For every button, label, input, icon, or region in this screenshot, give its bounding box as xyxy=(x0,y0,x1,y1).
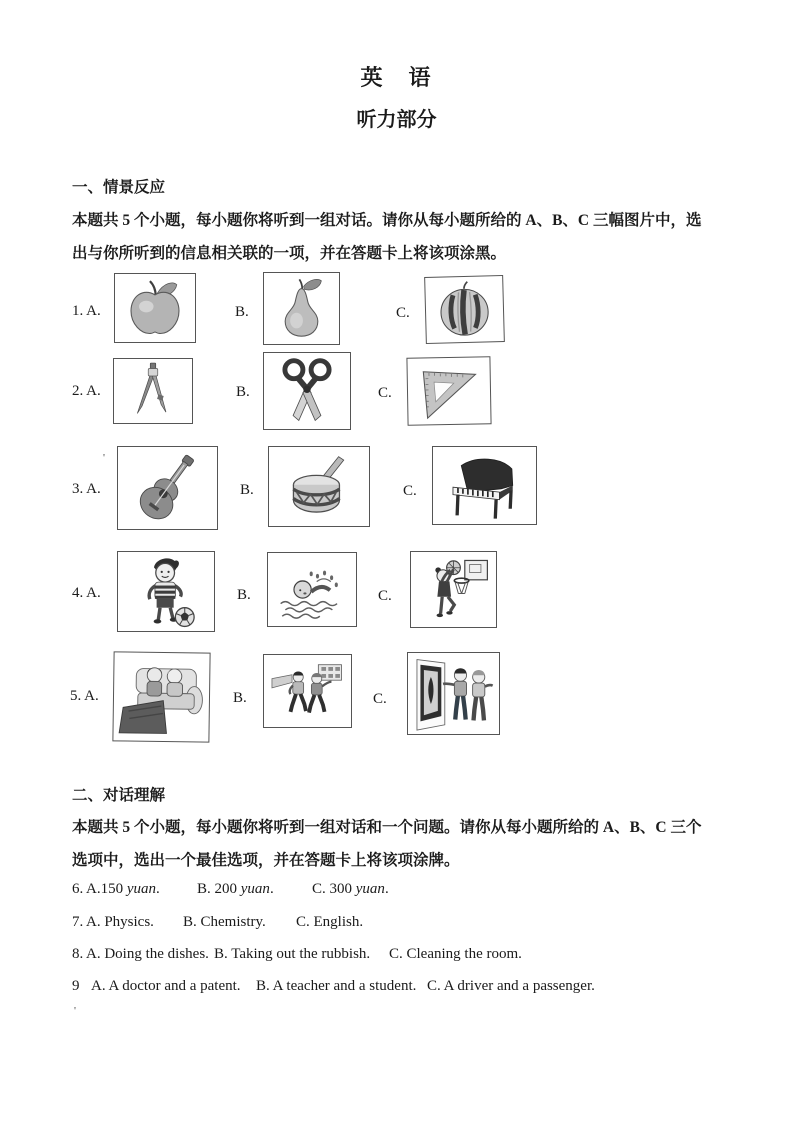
question-8-option-b: B. Taking out the rubbish. xyxy=(214,946,371,962)
section1-instructions-line1: 本题共 5 个小题，每小题你将听到一组对话。请你从每小题所给的 A、B、C 三幅图片中，选 xyxy=(72,212,702,229)
question-5-option-c-image xyxy=(407,652,500,735)
question-4-option-a-image xyxy=(117,551,215,632)
people-watching-tv-icon xyxy=(115,654,207,739)
person-swimming-icon xyxy=(270,555,354,624)
people-viewing-picture-icon xyxy=(410,655,497,732)
question-5-label-a: 5. A. xyxy=(70,688,99,704)
section2-heading: 二、对话理解 xyxy=(72,787,166,804)
question-8-number: 8. xyxy=(72,946,84,962)
page-title: 英 语 xyxy=(360,65,433,90)
boy-playing-football-icon xyxy=(120,554,212,629)
question-1-option-b-image xyxy=(263,272,340,345)
question-9-option-a: A. A doctor and a patent. xyxy=(91,978,241,994)
question-8-option-c: C. Cleaning the room. xyxy=(389,946,522,962)
apple-icon xyxy=(117,276,193,340)
question-7-option-c: C. English. xyxy=(296,914,364,930)
section2-instructions-line2: 选项中，选出一个最佳选项，并在答题卡上将该项涂牌。 xyxy=(72,852,460,869)
pear-icon xyxy=(266,275,337,342)
question-2-option-c-image xyxy=(406,356,491,425)
question-4-option-b-image xyxy=(267,552,357,627)
question-9-option-c: C. A driver and a passenger. xyxy=(427,978,595,994)
question-4-label-b: B. xyxy=(237,587,251,603)
section1-heading: 一、情景反应 xyxy=(72,179,166,196)
question-1-label-c: C. xyxy=(396,305,410,321)
question-2-option-a-image xyxy=(113,358,193,424)
question-3-label-c: C. xyxy=(403,483,417,499)
question-5-option-a-image xyxy=(112,651,210,742)
question-6-option-c: C. 300 yuan. xyxy=(312,881,389,897)
girl-playing-basketball-icon xyxy=(413,554,494,625)
question-3-option-c-image xyxy=(432,446,537,525)
section1-instructions-line2: 出与你所听到的信息相关联的一项，并在答题卡上将该项涂黑。 xyxy=(72,245,507,262)
question-5-option-b-image xyxy=(263,654,352,728)
question-7-number: 7. xyxy=(72,914,84,930)
question-6-number: 6. xyxy=(72,881,84,897)
scan-artifact-mark: ' xyxy=(103,452,105,464)
question-3-option-b-image xyxy=(268,446,370,527)
page-subtitle: 听力部分 xyxy=(356,109,437,131)
question-4-label-c: C. xyxy=(378,588,392,604)
question-3-label-b: B. xyxy=(240,482,254,498)
question-2-option-b-image xyxy=(263,352,351,430)
question-3-label-a: 3. A. xyxy=(72,481,101,497)
question-3-option-a-image xyxy=(117,446,218,530)
drawing-compass-icon xyxy=(116,361,190,421)
question-9-option-b: B. A teacher and a student. xyxy=(256,978,417,994)
question-9-number: 9 xyxy=(72,978,80,994)
drum-icon xyxy=(271,449,367,524)
watermelon-icon xyxy=(427,278,502,341)
children-walking-outside-icon xyxy=(266,657,349,725)
question-6-option-a: A.150 yuan. xyxy=(86,881,160,897)
question-7-option-a: A. Physics. xyxy=(86,914,154,930)
question-8-option-a: A. Doing the dishes. xyxy=(86,946,209,962)
section2-instructions-line1: 本题共 5 个小题，每小题你将听到一组对话和一个问题。请你从每小题所给的 A、B、C 三个 xyxy=(72,819,702,836)
question-4-option-c-image xyxy=(410,551,497,628)
question-2-label-b: B. xyxy=(236,384,250,400)
question-2-label-a: 2. A. xyxy=(72,383,101,399)
guitar-icon xyxy=(120,449,215,527)
question-1-label-b: B. xyxy=(235,304,249,320)
question-1-option-c-image xyxy=(424,275,505,344)
grand-piano-icon xyxy=(435,449,534,522)
question-6-option-b: B. 200 yuan. xyxy=(197,881,274,897)
question-2-label-c: C. xyxy=(378,385,392,401)
question-1-option-a-image xyxy=(114,273,196,343)
question-1-label-a: 1. A. xyxy=(72,303,101,319)
question-7-option-b: B. Chemistry. xyxy=(183,914,266,930)
question-5-label-b: B. xyxy=(233,690,247,706)
scissors-icon xyxy=(266,355,348,427)
question-4-label-a: 4. A. xyxy=(72,585,101,601)
scan-artifact-mark: ' xyxy=(74,1005,76,1017)
set-square-icon xyxy=(409,359,488,422)
question-5-label-c: C. xyxy=(373,691,387,707)
